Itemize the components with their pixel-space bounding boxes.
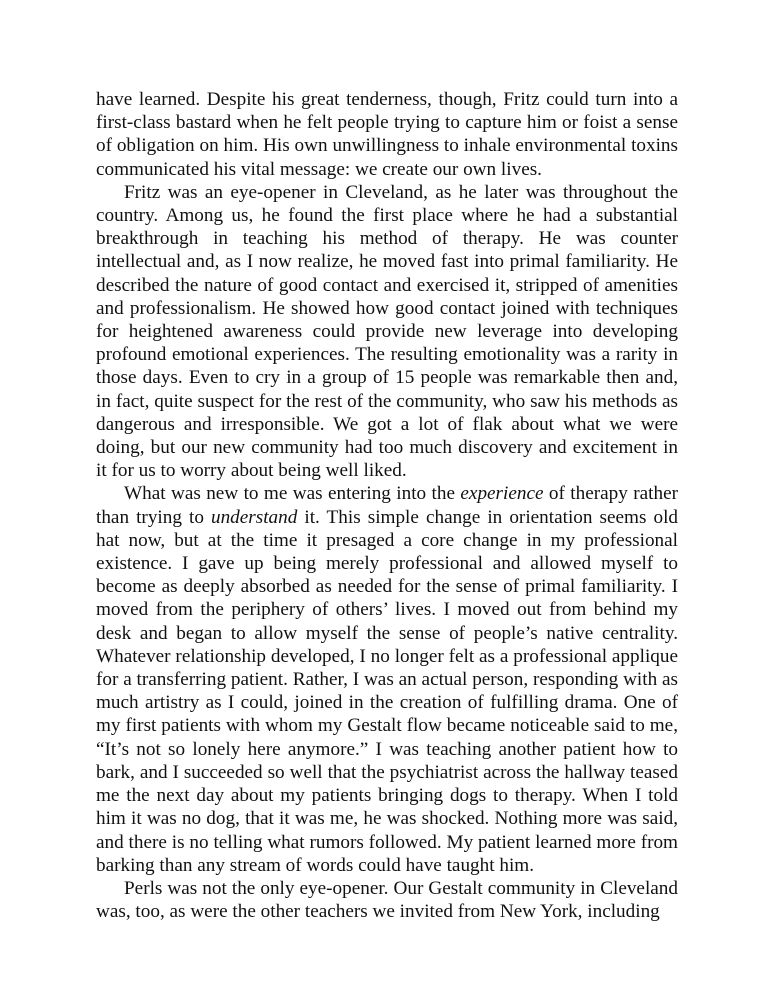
emphasis-experience: experience bbox=[460, 483, 544, 505]
paragraph-3-text-b: of therapy rather than trying to bbox=[96, 483, 678, 528]
paragraph-4 bbox=[96, 877, 678, 923]
paragraph-3 bbox=[96, 482, 678, 876]
page-body bbox=[96, 88, 678, 923]
paragraph-3-text-a: What was new to me was entering into the bbox=[124, 483, 461, 505]
paragraph-4-text: Perls was not the only eye-opener. Our Gestalt community in Cleveland was, too, as were the other teachers we invited from New York, including bbox=[96, 877, 678, 923]
paragraph-2-text: Fritz was an eye-opener in Cleveland, as he later was throughout the country. Among us, he found the first place where he had a substantial breakthrough in teaching his method of therapy. He was counter intellectual and, as I now realize, he moved fast into primal familiarity. He described the nature of good contact and exercised it, stripped of amenities and professionalism. He showed how good contact joined with techniques for heightened awareness could provide new leverage into developing profound emotional experiences. The resulting emotionality was a rarity in those days. Even to cry in a group of 15 people was remarkable then and, in fact, quite suspect for the rest of the community, who saw his methods as dangerous and irresponsible. We got a lot of flak about what we were doing, but our new community had too much discovery and excitement in it for us to worry about being well liked. bbox=[96, 181, 678, 482]
paragraph-3-text-c: it. This simple change in orientation seems old hat now, but at the time it presaged a core change in my professional existence. I gave up being merely professional and allowed myself to become as deeply absorbed as needed for the sense of primal familiarity. I moved from the periphery of others’ lives. I moved out from behind my desk and began to allow myself the sense of people’s native centrality. Whatever relationship developed, I no longer felt as a professional applique for a transferring patient. Rather, I was an actual person, responding with as much artistry as I could, joined in the creation of fulfilling drama. One of my first patients with whom my Gestalt flow became noticeable said to me, “It’s not so lonely here anymore.” I was teaching another patient how to bark, and I succeeded so well that the psychiatrist across the hallway teased me the next day about my patients bringing dogs to therapy. When I told him it was no dog, that it was me, he was shocked. Nothing more was said, and there is no telling what rumors followed. My patient learned more from barking than any stream of words could have taught him. bbox=[96, 506, 678, 876]
paragraph-1 bbox=[96, 88, 678, 181]
emphasis-understand: understand bbox=[210, 506, 298, 528]
paragraph-1-text: have learned. Despite his great tenderness, though, Fritz could turn into a first-class bastard when he felt people trying to capture him or foist a sense of obligation on him. His own unwillingness to inhale environmental toxins communicated his vital message: we create our own lives. bbox=[96, 89, 678, 180]
paragraph-2 bbox=[96, 181, 678, 483]
